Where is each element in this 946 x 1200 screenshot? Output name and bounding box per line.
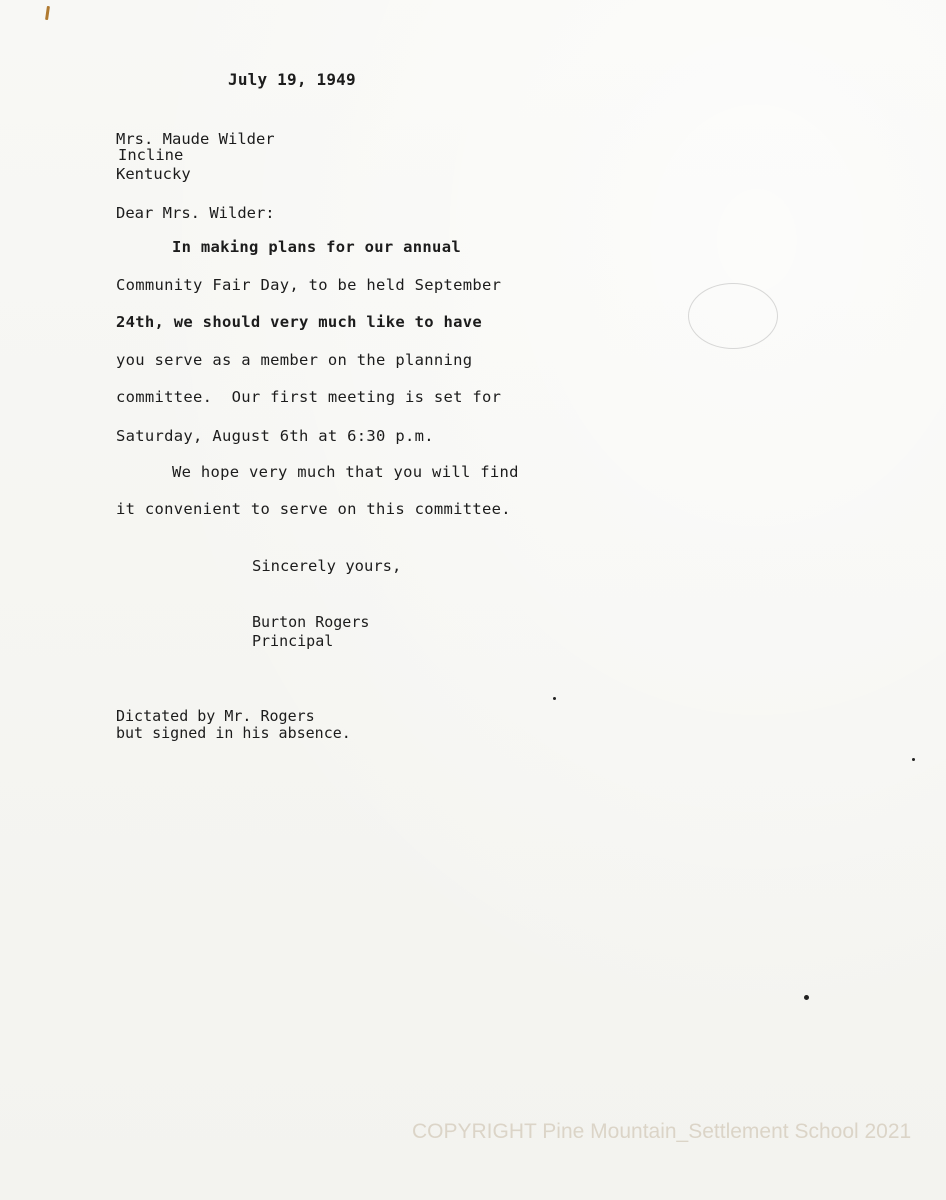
body-line: In making plans for our annual — [172, 238, 461, 256]
body-line: 24th, we should very much like to have — [116, 313, 483, 331]
body-line: it convenient to serve on this committee. — [116, 500, 511, 518]
salutation: Dear Mrs. Wilder: — [116, 204, 275, 222]
ink-mark — [45, 6, 50, 20]
signature-title: Principal — [252, 632, 334, 650]
closing: Sincerely yours, — [252, 557, 402, 575]
body-line: Community Fair Day, to be held September — [116, 276, 502, 294]
recipient-state: Kentucky — [116, 165, 191, 183]
ink-dot — [553, 697, 556, 700]
copyright-watermark: COPYRIGHT Pine Mountain_Settlement School 2021 — [412, 1120, 912, 1143]
recipient-name: Mrs. Maude Wilder — [116, 130, 275, 148]
dictation-note-line: Dictated by Mr. Rogers — [116, 707, 315, 725]
body-line: committee. Our first meeting is set for — [116, 388, 502, 406]
body-line: Saturday, August 6th at 6:30 p.m. — [116, 427, 434, 445]
ink-dot — [912, 758, 915, 761]
dictation-note-line: but signed in his absence. — [116, 724, 351, 742]
letter-date: July 19, 1949 — [228, 70, 356, 89]
ink-dot — [804, 995, 809, 1000]
paper-stain — [688, 283, 778, 349]
body-line: We hope very much that you will find — [172, 463, 519, 481]
body-line: you serve as a member on the planning — [116, 351, 473, 369]
signature-name: Burton Rogers — [252, 613, 370, 631]
recipient-city: Incline — [118, 146, 184, 164]
